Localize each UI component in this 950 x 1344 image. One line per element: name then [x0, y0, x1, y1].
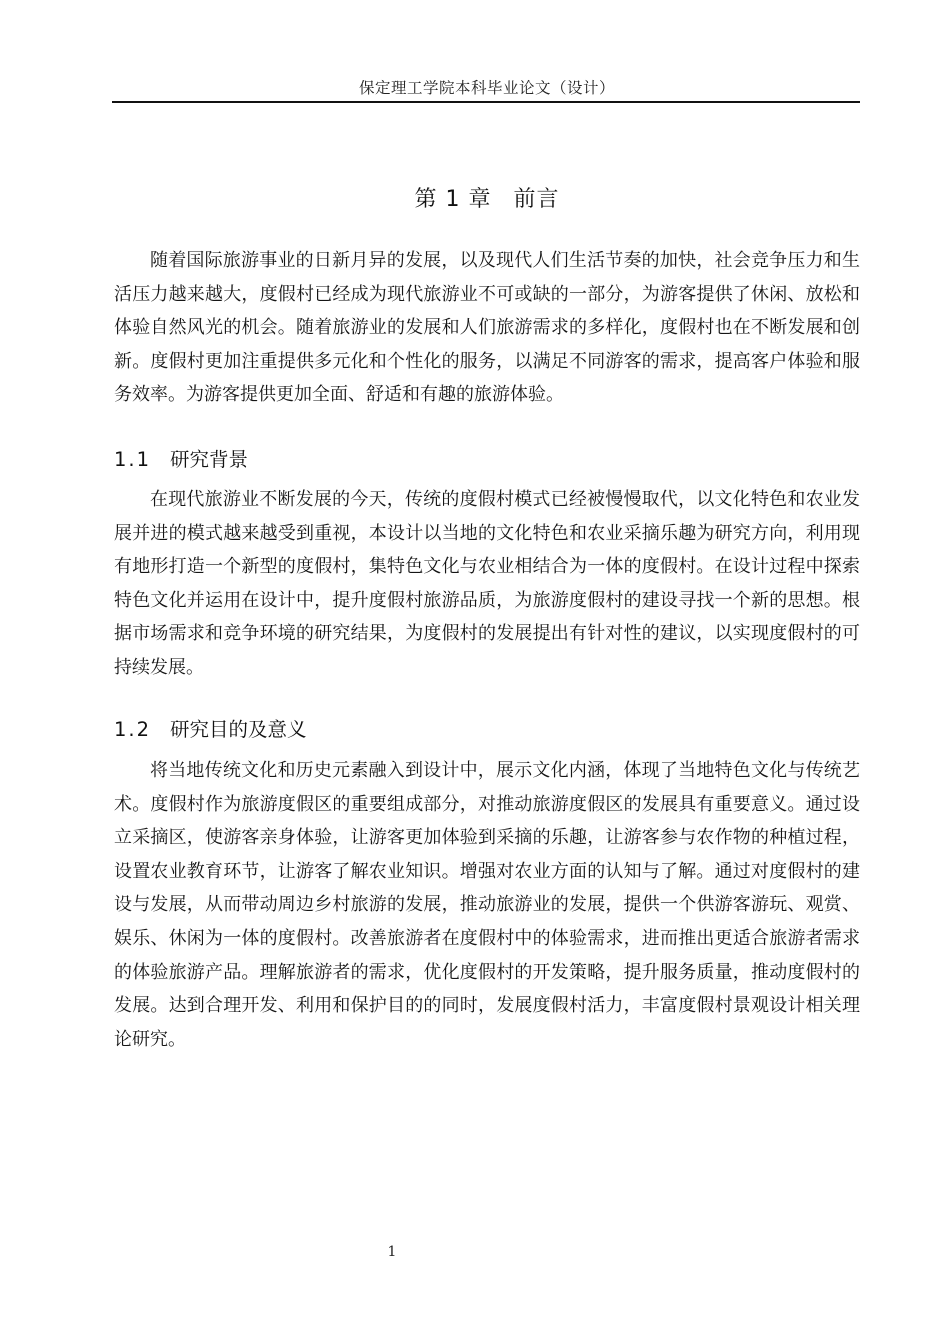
section-paragraph-1-1: 在现代旅游业不断发展的今天，传统的度假村模式已经被慢慢取代，以文化特色和农业发展并进的模式越来越受到重视，本设计以当地的文化特色和农业采摘乐趣为研究方向，利用现有地形打造一个新型的度假村，集特色文化与农业相结合为一体的度假村。在设计过程中探索特色文化并运用在设计中，提升度假村旅游品质，为旅游度假村的建设寻找一个新的思想。根据市场需求和竞争环境的研究结果，为度假村的发展提出有针对性的建议，以实现度假村的可持续发展。 [114, 489, 860, 678]
section-paragraph-1-2: 将当地传统文化和历史元素融入到设计中，展示文化内涵，体现了当地特色文化与传统艺术。度假村作为旅游度假区的重要组成部分，对推动旅游度假区的发展具有重要意义。通过设立采摘区，使游客亲身体验，让游客更加体验到采摘的乐趣，让游客参与农作物的种植过程，设置农业教育环节，让游客了解农业知识。增强对农业方面的认知与了解。通过对度假村的建设与发展，从而带动周边乡村旅游的发展，推动旅游业的发展，提供一个供游客游玩、观赏、娱乐、休闲为一体的度假村。改善旅游者在度假村中的体验需求，进而推出更适合旅游者需求的体验旅游产品。理解旅游者的需求，优化度假村的开发策略，提升服务质量，推动度假村的发展。达到合理开发、利用和保护目的的同时，发展度假村活力，丰富度假村景观设计相关理论研究。 [114, 760, 860, 1050]
page-number: 1 [387, 1244, 397, 1260]
intro-paragraph: 随着国际旅游事业的日新月异的发展，以及现代人们生活节奏的加快，社会竞争压力和生活压力越来越大，度假村已经成为现代旅游业不可或缺的一部分，为游客提供了休闲、放松和体验自然风光的机会。随着旅游业的发展和人们旅游需求的多样化，度假村也在不断发展和创新。度假村更加注重提供多元化和个性化的服务，以满足不同游客的需求，提高客户体验和服务效率。为游客提供更加全面、舒适和有趣的旅游体验。 [114, 250, 860, 406]
section-title: 研究背景 [170, 448, 249, 471]
section-title: 研究目的及意义 [170, 718, 307, 741]
running-header: 保定理工学院本科毕业论文（设计） [358, 79, 615, 97]
chapter-number: 第 1 章 [414, 187, 492, 212]
section-heading-1-1 [114, 444, 860, 472]
chapter-title [114, 182, 860, 213]
section-number: 1.1 [114, 448, 152, 471]
section-heading-1-2 [114, 714, 860, 742]
section-number: 1.2 [114, 718, 152, 741]
header-rule [112, 101, 860, 103]
chapter-name: 前言 [513, 187, 560, 212]
